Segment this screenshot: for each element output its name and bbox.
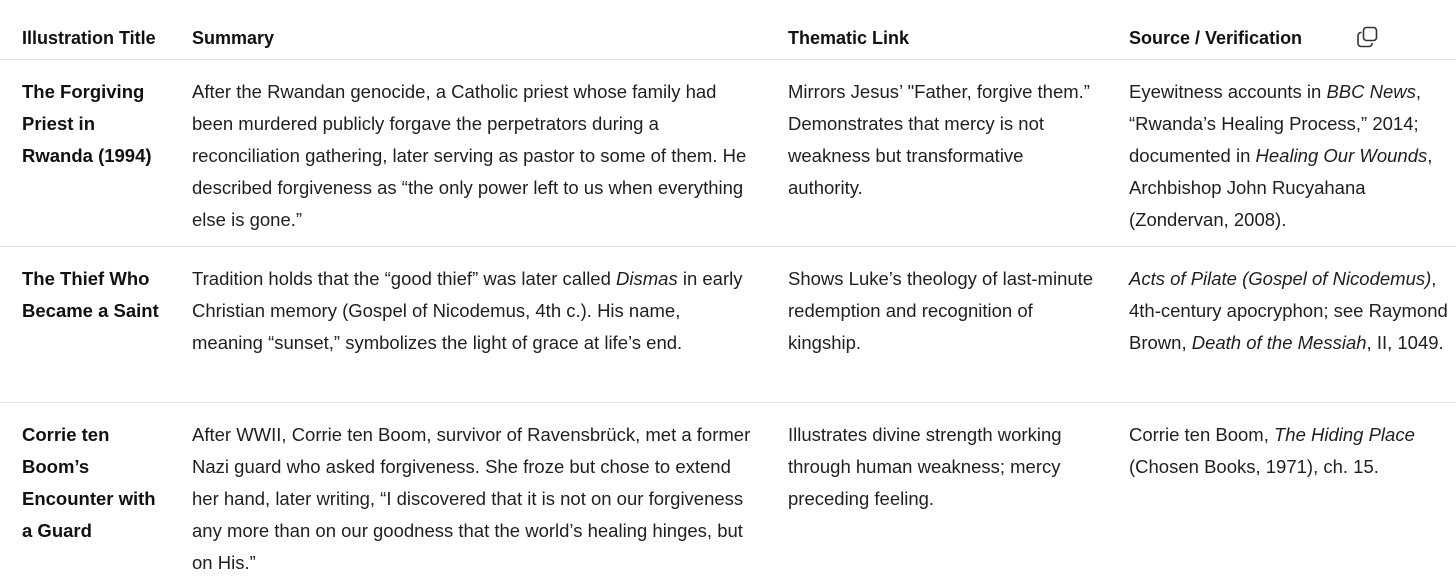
summary-text: Tradition holds that the “good thief” was later called: [192, 268, 617, 289]
row-source: [1129, 263, 1456, 359]
copy-table-button[interactable]: [1357, 26, 1379, 48]
row-summary: After the Rwandan genocide, a Catholic priest whose family had been murdered publicly forgave the perpetrators during a reconciliation gathering, later serving as pastor to some of them. He described forgiveness as “the only power left to us when everything else is gone.”: [192, 81, 747, 230]
row-thematic-link: Mirrors Jesus’ "Father, forgive them.” Demonstrates that mercy is not weakness but transformative authority.: [788, 81, 1090, 198]
source-text: (Chosen Books, 1971), ch. 15.: [1129, 456, 1379, 477]
row-thematic-link: Shows Luke’s theology of last-minute redemption and recognition of kingship.: [788, 268, 1094, 353]
summary-text: in early Christian memory (Gospel of Nicodemus, 4th c.). His name, meaning “sunset,” symbolizes the light of grace at life’s end.: [192, 268, 743, 353]
row-thematic-link: Illustrates divine strength working through human weakness; mercy preceding feeling.: [788, 424, 1062, 509]
table-row: [0, 403, 1456, 580]
row-title: The Thief Who Became a Saint: [22, 268, 159, 321]
source-title: Death of the Messiah: [1191, 332, 1367, 353]
row-summary: [192, 263, 752, 359]
row-summary: After WWII, Corrie ten Boom, survivor of Ravensbrück, met a former Nazi guard who asked forgiveness. She froze but chose to extend her hand, later writing, “I discovered that it is not on our forgiveness any more than on our goodness that the world’s healing hinges, but on His.”: [192, 424, 751, 573]
copy-icon: [1357, 26, 1379, 48]
header-source-verification: Source / Verification: [1129, 28, 1303, 48]
source-title: BBC News: [1326, 81, 1416, 102]
source-text: , 4th-century apocryphon; see Raymond Brown,: [1129, 268, 1448, 353]
source-text: , “Rwanda’s Healing Process,” 2014; documented in: [1129, 81, 1422, 166]
header-thematic-link: Thematic Link: [788, 28, 910, 48]
source-text: Corrie ten Boom,: [1129, 424, 1274, 445]
header-illustration-title: Illustration Title: [22, 28, 156, 48]
source-text: , Archbishop John Rucyahana (Zondervan, 2008).: [1129, 145, 1433, 230]
source-title: Acts of Pilate (Gospel of Nicodemus): [1129, 268, 1432, 289]
row-title: Corrie ten Boom’s Encounter with a Guard: [22, 424, 156, 541]
source-title: Healing Our Wounds: [1255, 145, 1428, 166]
row-source: [1129, 76, 1456, 236]
row-title: The Forgiving Priest in Rwanda (1994): [22, 81, 152, 166]
summary-emphasis: Dismas: [616, 268, 678, 289]
table-row: [0, 247, 1456, 403]
table-header-row: [0, 0, 1456, 60]
source-text: , II, 1049.: [1366, 332, 1444, 353]
table-row: [0, 60, 1456, 247]
source-text: Eyewitness accounts in: [1129, 81, 1327, 102]
row-source: [1129, 419, 1456, 483]
source-title: The Hiding Place: [1273, 424, 1415, 445]
header-summary: Summary: [192, 28, 275, 48]
